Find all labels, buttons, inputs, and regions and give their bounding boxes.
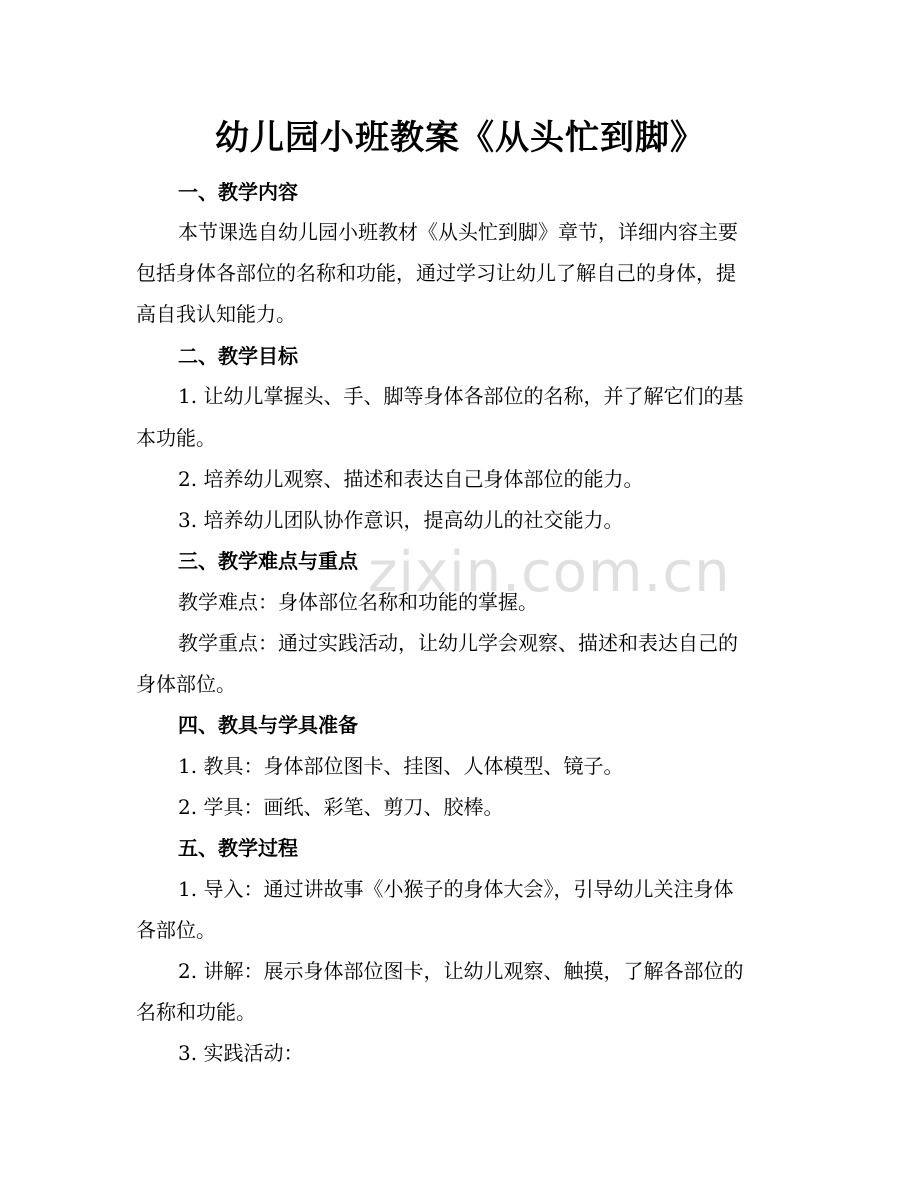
section-heading-materials: 四、教具与学具准备 bbox=[178, 713, 358, 737]
section-heading-content: 一、教学内容 bbox=[178, 180, 298, 204]
paragraph-line: 身体部位。 bbox=[136, 672, 236, 696]
document-title: 幼儿园小班教案《从头忙到脚》 bbox=[215, 118, 705, 158]
paragraph-line: 1. 让幼儿掌握头、手、脚等身体各部位的名称，并了解它们的基 bbox=[178, 384, 744, 408]
paragraph-line: 2. 培养幼儿观察、描述和表达自己身体部位的能力。 bbox=[178, 467, 644, 491]
paragraph-line: 高自我认知能力。 bbox=[136, 302, 296, 326]
paragraph-line: 1. 导入：通过讲故事《小猴子的身体大会》，引导幼儿关注身体 bbox=[178, 877, 734, 901]
section-heading-goals: 二、教学目标 bbox=[178, 344, 298, 368]
paragraph-line: 教学重点：通过实践活动，让幼儿学会观察、描述和表达自己的 bbox=[178, 631, 738, 655]
paragraph-line: 名称和功能。 bbox=[136, 1000, 256, 1024]
paragraph-line: 2. 学具：画纸、彩笔、剪刀、胶棒。 bbox=[178, 795, 504, 819]
section-heading-process: 五、教学过程 bbox=[178, 836, 298, 860]
section-heading-keypoints: 三、教学难点与重点 bbox=[178, 549, 358, 573]
paragraph-line: 本功能。 bbox=[136, 426, 216, 450]
paragraph-line: 1. 教具：身体部位图卡、挂图、人体模型、镜子。 bbox=[178, 754, 624, 778]
paragraph-line: 3. 培养幼儿团队协作意识，提高幼儿的社交能力。 bbox=[178, 508, 624, 532]
paragraph-line: 3. 实践活动： bbox=[178, 1041, 304, 1065]
paragraph-line: 包括身体各部位的名称和功能，通过学习让幼儿了解自己的身体，提 bbox=[136, 261, 736, 285]
paragraph-line: 各部位。 bbox=[136, 918, 216, 942]
paragraph-line: 本节课选自幼儿园小班教材《从头忙到脚》章节，详细内容主要 bbox=[178, 220, 738, 244]
watermark: zixin.com.cn bbox=[368, 540, 731, 605]
paragraph-line: 教学难点：身体部位名称和功能的掌握。 bbox=[178, 590, 538, 614]
paragraph-line: 2. 讲解：展示身体部位图卡，让幼儿观察、触摸，了解各部位的 bbox=[178, 959, 744, 983]
